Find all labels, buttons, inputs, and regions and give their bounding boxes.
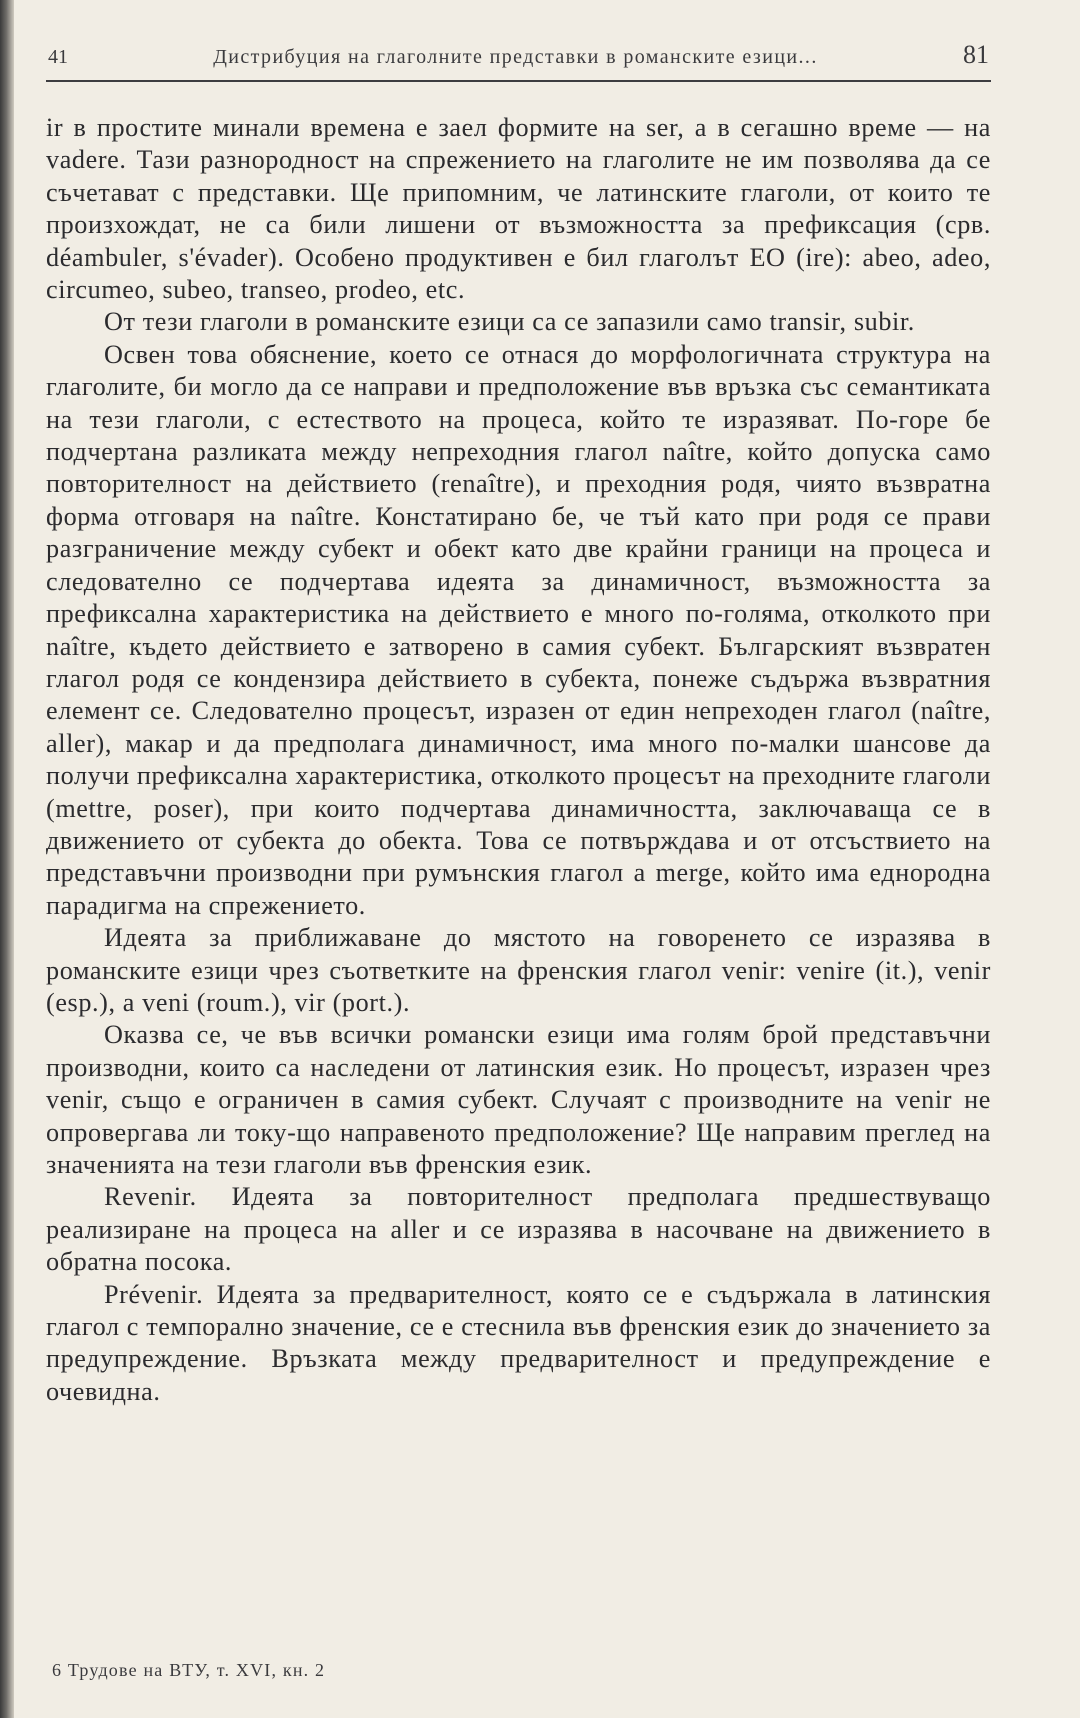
paragraph: Идеята за приближаване до мястото на говоренето се изразява в романските езици чрез съответките на френския глагол venir: venire (it.), venir (esp.), a veni (roum.), vir (port.). [46, 923, 991, 1017]
page [46, 40, 991, 1408]
page-number-left: 41 [48, 46, 68, 68]
body-text [46, 112, 991, 1408]
page-number-right: 81 [963, 40, 989, 69]
paragraph: Оказва се, че във всички романски езици има голям брой представъчни производни, които са наследени от латинския език. Но процесът, изразен чрез venir, също е ограничен в самия субект. Случаят с производните на venir не опровергава ли току-що направеното предположение? Ще направим преглед на значенията на тези глаголи във френския език. [46, 1020, 991, 1179]
paragraph: ir в простите минали времена е заел формите на ser, а в сегашно време — на vadere. Тази разнородност на спрежението на глаголите не им позволява да се съчетават с представки. Ще припомним, че латинските глаголи, от които те произхождат, не са били лишени от възможността за префиксация (срв. déambuler, s'évader). Особено продуктивен е бил глаголът EO (ire): abeo, adeo, circumeo, subeo, transeo, prodeo, etc. [46, 113, 991, 305]
paragraph: Prévenir. Идеята за предварителност, която се е съдържала в латинския глагол с темпорално значение, се е стеснила във френския език до значението за предупреждение. Връзката между предварителност и предупреждение е очевидна. [46, 1279, 991, 1406]
footer-signature: 6 Трудове на ВТУ, т. XVI, кн. 2 [52, 1660, 326, 1680]
paragraph: Revenir. Идеята за повторителност предполага предшествуващо реализиране на процеса на aller и се изразява в насочване на движението в обратна посока. [46, 1182, 991, 1277]
paragraph: Освен това обяснение, което се отнася до морфологичната структура на глаголите, би могло да се направи и предположение във връзка със семантиката на тези глаголи, с естеството на процеса, който те изразяват. По-горе бе подчертана разликата между непреходния глагол naître, който допуска само повторителност на действието (renaître), и преходния родя, чиято възвратна форма отговаря на naître. Констатирано бе, че тъй като при родя се прави разграничение между субект и обект като две крайни граници на процеса и следователно се подчертава идеята за динамичност, възможността за префиксална характеристика на действието е много по-голяма, отколкото при naître, където действието е затворено в самия субект. Българският възвратен глагол родя се кондензира действието в субекта, понеже съдържа възвратния елемент се. Следователно процесът, изразен от един непреходен глагол (naître, aller), макар и да предполага динамичност, има много по-малки шансове да получи префиксална характеристика, отколкото процесът на преходните глаголи (mettre, poser), при които подчертава динамичността, заключаваща се в движението от субекта до обекта. Това се потвърждава и от отсъствието на представъчни производни при румънския глагол a merge, който има еднородна парадигма на спрежението. [46, 339, 991, 920]
running-head [46, 40, 991, 82]
running-title: Дистрибуция на глаголните представки в романските езици... [213, 46, 818, 68]
book-spine-shadow [0, 0, 14, 1718]
paragraph: От тези глаголи в романските езици са се запазили само transir, subir. [104, 307, 915, 337]
